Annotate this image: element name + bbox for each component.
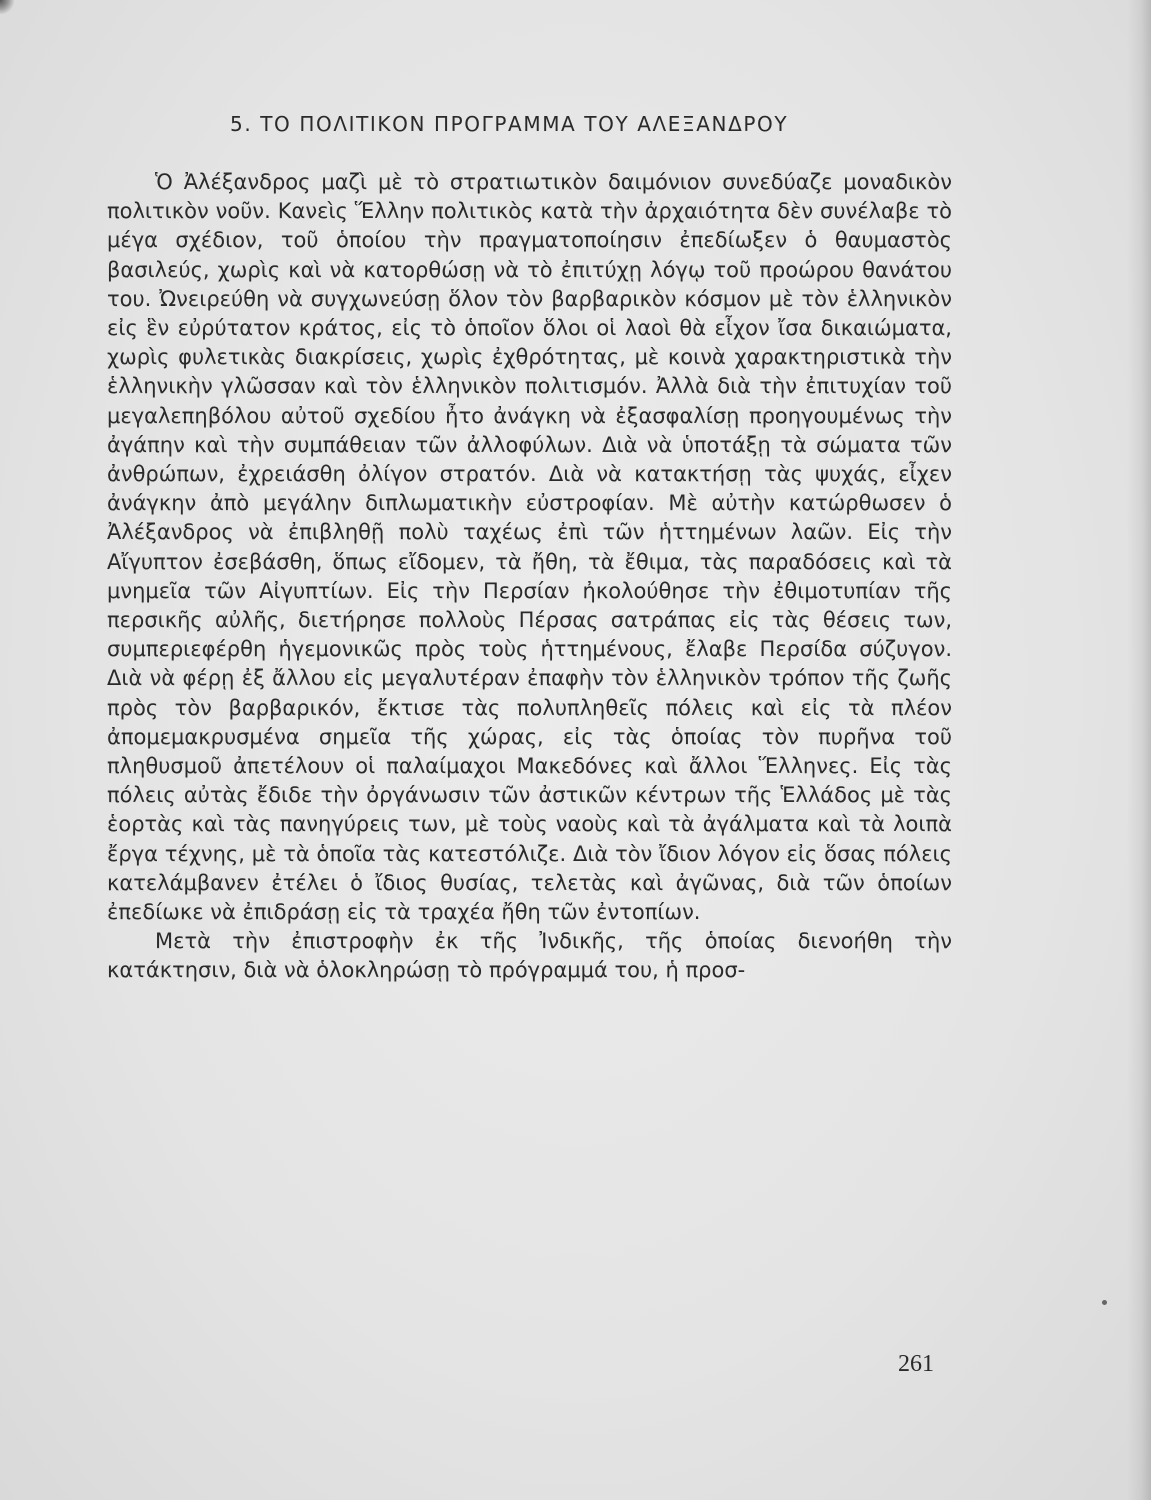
dust-speck — [1102, 1300, 1107, 1305]
body-text — [107, 168, 952, 986]
page-edge-shadow — [1127, 0, 1151, 1500]
section-heading: 5. ΤΟ ΠΟΛΙΤΙΚΟΝ ΠΡΟΓΡΑΜΜΑ ΤΟΥ ΑΛΕΞΑΝΔΡΟΥ — [230, 112, 789, 136]
scan-corner-mark — [0, 0, 14, 14]
page-number: 261 — [898, 1351, 934, 1377]
paragraph: Μετὰ τὴν ἐπιστροφὴν ἐκ τῆς Ἰνδικῆς, τῆς ὁποίας διενοήθη τὴν κατάκτησιν, διὰ νὰ ὁλοκληρώσῃ τὸ πρόγραμμά του, ἡ προσ- — [107, 929, 952, 983]
paragraph: Ὁ Ἀλέξανδρος μαζὶ μὲ τὸ στρατιωτικὸν δαιμόνιον συνεδύαζε μοναδικὸν πολιτικὸν νοῦν. Κανεὶς Ἕλλην πολιτικὸς κατὰ τὴν ἀρχαιότητα δὲν συνέλαβε τὸ μέγα σχέδιον, τοῦ ὁποίου τὴν πραγματοποίησιν ἐπεδίωξεν ὁ θαυμαστὸς βασιλεύς, χωρὶς καὶ νὰ κατορθώσῃ νὰ τὸ ἐπιτύχῃ λόγῳ τοῦ προώρου θανάτου του. Ὠνειρεύθη νὰ συγχωνεύσῃ ὅλον τὸν βαρβαρικὸν κόσμον μὲ τὸν ἑλληνικὸν εἰς ἓν εὐρύτατον κράτος, εἰς τὸ ὁποῖον ὅλοι οἱ λαοὶ θὰ εἶχον ἴσα δικαιώματα, χωρὶς φυλετικὰς διακρίσεις, χωρὶς ἐχθρότητας, μὲ κοινὰ χαρακτηριστικὰ τὴν ἑλληνικὴν γλῶσσαν καὶ τὸν ἑλληνικὸν πολιτισμόν. Ἀλλὰ διὰ τὴν ἐπιτυχίαν τοῦ μεγαλεπηβόλου αὐτοῦ σχεδίου ἦτο ἀνάγκη νὰ ἐξασφαλίσῃ προηγουμένως τὴν ἀγάπην καὶ τὴν συμπάθειαν τῶν ἀλλοφύλων. Διὰ νὰ ὑποτάξῃ τὰ σώματα τῶν ἀνθρώπων, ἐχρειάσθη ὀλίγον στρατόν. Διὰ νὰ κατακτήσῃ τὰς ψυχάς, εἶχεν ἀνάγκην ἀπὸ μεγάλην διπλωματικὴν εὐστροφίαν. Μὲ αὐτὴν κατώρθωσεν ὁ Ἀλέξανδρος νὰ ἐπιβληθῇ πολὺ ταχέως ἐπὶ τῶν ἡττημένων λαῶν. Εἰς τὴν Αἴγυπτον ἐσεβάσθη, ὅπως εἴδομεν, τὰ ἤθη, τὰ ἔθιμα, τὰς παραδόσεις καὶ τὰ μνημεῖα τῶν Αἰγυπτίων. Εἰς τὴν Περσίαν ἠκολούθησε τὴν ἐθιμοτυπίαν τῆς περσικῆς αὐλῆς, διετήρησε πολλοὺς Πέρσας σατράπας εἰς τὰς θέσεις των, συμπεριεφέρθη ἡγεμονικῶς πρὸς τοὺς ἡττημένους, ἔλαβε Περσίδα σύζυγον. Διὰ νὰ φέρῃ ἐξ ἄλλου εἰς μεγαλυτέραν ἐπαφὴν τὸν ἑλληνικὸν τρόπον τῆς ζωῆς πρὸς τὸν βαρβαρικόν, ἔκτισε τὰς πολυπληθεῖς πόλεις καὶ εἰς τὰ πλέον ἀπομεμακρυσμένα σημεῖα τῆς χώρας, εἰς τὰς ὁποίας τὸν πυρῆνα τοῦ πληθυσμοῦ ἀπετέλουν οἱ παλαίμαχοι Μακεδόνες καὶ ἄλλοι Ἕλληνες. Εἰς τὰς πόλεις αὐτὰς ἔδιδε τὴν ὀργάνωσιν τῶν ἀστικῶν κέντρων τῆς Ἑλλάδος μὲ τὰς ἑορτὰς καὶ τὰς πανηγύρεις των, μὲ τοὺς ναοὺς καὶ τὰ ἀγάλματα καὶ τὰ λοιπὰ ἔργα τέχνης, μὲ τὰ ὁποῖα τὰς κατεστόλιζε. Διὰ τὸν ἴδιον λόγον εἰς ὅσας πόλεις κατελάμβανεν ἐτέλει ὁ ἴδιος θυσίας, τελετὰς καὶ ἀγῶνας, διὰ τῶν ὁποίων ἐπεδίωκε νὰ ἐπιδράσῃ εἰς τὰ τραχέα ἤθη τῶν ἐντοπίων. — [107, 170, 952, 925]
